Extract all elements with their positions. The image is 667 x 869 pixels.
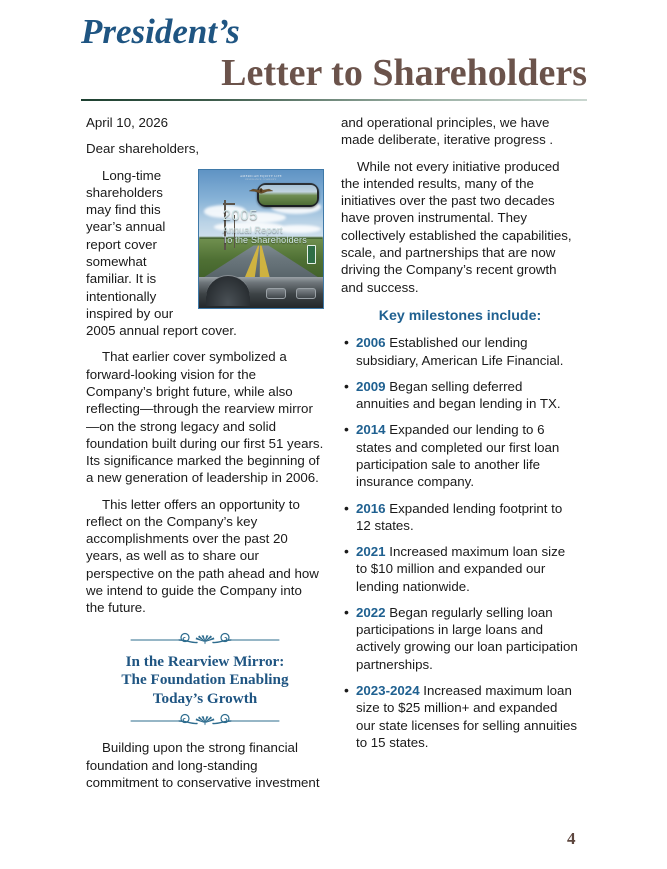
list-item — [341, 421, 579, 490]
letter-paragraph-2: That earlier cover symbolized a forward-looking vision for the Company’s bright future, while also reflecting—through the rearview mirror—on the strong legacy and solid foundation built during our first 51 years. Its significance marked the beginning of a new generation of leadership in 2006. — [86, 349, 324, 486]
section-heading-block — [86, 631, 324, 730]
list-item — [341, 543, 579, 595]
page-masthead — [81, 14, 587, 94]
bullet-icon: • — [344, 603, 349, 620]
milestone-text: Began selling deferred annuities and began lending in TX. — [356, 378, 561, 412]
milestone-text: Increased maximum loan size to $10 million and expanded our lending nationwide. — [356, 544, 566, 594]
milestone-year: 2022 — [356, 604, 390, 620]
flourish-ornament-icon — [129, 631, 281, 648]
list-item — [341, 604, 579, 673]
bullet-icon: • — [344, 421, 349, 438]
cover-utility-pole-crossarm — [223, 203, 235, 205]
bullet-icon: • — [344, 682, 349, 699]
section-heading-text — [86, 653, 324, 709]
bullet-icon: • — [344, 543, 349, 560]
cover-company-logo — [225, 174, 297, 199]
right-column — [341, 114, 579, 760]
letter-paragraph-3: This letter offers an opportunity to reflect on the Company’s key accomplishments over the past 20 years, as well as to share our perspective on the path ahead and how we intend to guide the Company into the future. — [86, 496, 319, 616]
page-number: 4 — [567, 829, 576, 848]
cover-roadside-sign — [307, 245, 316, 264]
milestone-text: Established our lending subsidiary, American Life Financial. — [356, 335, 564, 368]
letter-paragraph-1: Long-time shareholders may find this year’s annual report cover somewhat familiar. It is intentionally inspired by our 2005 annual report cover. — [86, 167, 237, 339]
cover-logo-line2: INSURANCE COMPANY — [245, 177, 277, 181]
list-item — [341, 682, 579, 751]
letter-salutation: Dear shareholders, — [86, 141, 200, 157]
annual-report-cover-figure — [198, 169, 324, 309]
bullet-icon: • — [344, 499, 349, 516]
page-title-secondary: Letter to Shareholders — [221, 51, 587, 94]
milestone-year: 2023-2024 — [356, 683, 424, 699]
right-paragraph-2: While not every initiative produced the intended results, many of the initiatives over the past two decades have proven instrumental. They collectively established the capabilities, scale, and partnerships that are now driving the Company’s recent growth and success. — [341, 158, 572, 295]
cover-title-block — [223, 207, 307, 246]
cover-subtitle-1: Annual Report — [222, 224, 283, 235]
masthead-divider — [81, 99, 587, 101]
cover-air-vent — [266, 288, 286, 299]
eagle-emblem-icon — [248, 187, 274, 194]
section-heading-line-1: In the Rearview Mirror: — [125, 652, 285, 670]
milestone-year: 2021 — [356, 544, 390, 560]
section-heading-line-2: The Foundation Enabling — [121, 671, 289, 689]
bullet-icon: • — [344, 377, 349, 394]
list-item — [341, 334, 579, 369]
milestone-text: Expanded lending footprint to 12 states. — [356, 500, 563, 533]
cover-logo-line1: AMERICAN EQUITY LIFE — [240, 173, 282, 178]
list-item — [341, 500, 579, 535]
milestone-text: Began regularly selling loan participations in large loans and actively growing our loan participation partnerships. — [356, 604, 578, 672]
left-column — [86, 114, 324, 800]
key-milestones-heading: Key milestones include: — [378, 307, 542, 324]
letter-paragraph-4: Building upon the strong financial foundation and long-standing commitment to conservative investment — [86, 740, 320, 790]
section-heading-line-3: Today’s Growth — [152, 689, 258, 707]
milestone-text: Expanded our lending to 6 states and completed our first loan participation sale to another life insurance company. — [356, 422, 560, 490]
cover-subtitle-2: To the Shareholders — [222, 235, 307, 246]
milestone-year: 2006 — [356, 335, 390, 351]
list-item — [341, 378, 579, 413]
bullet-icon: • — [344, 334, 349, 351]
milestone-year: 2009 — [356, 378, 390, 394]
milestone-text: Increased maximum loan size to $25 million+ and expanded our state licenses for selling annuities to 15 states. — [356, 683, 577, 750]
milestone-year: 2016 — [356, 500, 390, 516]
milestone-year: 2014 — [356, 422, 390, 438]
letter-date: April 10, 2026 — [86, 115, 169, 130]
cover-air-vent — [296, 288, 316, 299]
cover-year: 2005 — [222, 206, 258, 224]
key-milestones-list — [341, 334, 579, 751]
right-paragraph-1: and operational principles, we have made deliberate, iterative progress . — [341, 115, 554, 148]
page-title-primary: President’s — [81, 12, 240, 51]
flourish-ornament-icon — [129, 712, 281, 729]
